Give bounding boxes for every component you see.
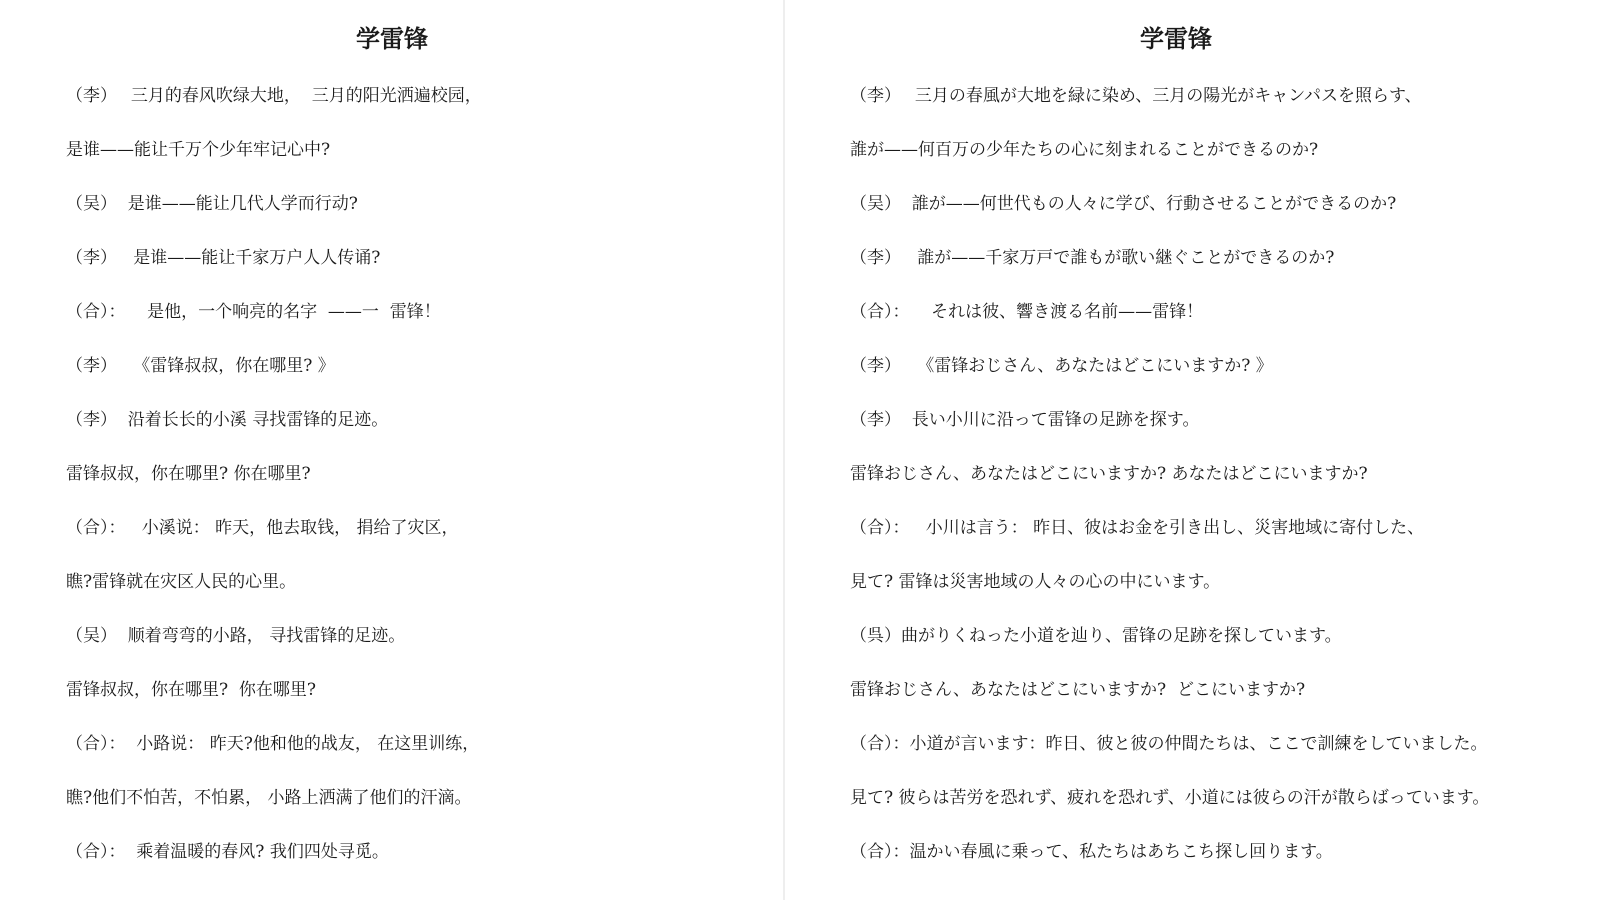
text-line: （合）： それは彼、響き渡る名前——雷锋！ [850, 302, 1204, 322]
text-line: 雷锋叔叔，你在哪里? 你在哪里? [66, 464, 311, 484]
text-body [66, 80, 774, 890]
text-line: （李） 沿着长长的小溪 寻找雷锋的足迹。 [66, 410, 389, 430]
text-line: （合）： 乘着温暖的春风? 我们四处寻觅。 [66, 842, 389, 862]
text-line: （合）： 小溪说： 昨天，他去取钱， 捐给了灾区， [66, 518, 459, 538]
text-line: 誰が——何百万の少年たちの心に刻まれることができるのか? [850, 140, 1319, 160]
text-line: （吴） 誰が——何世代もの人々に学び、行動させることができるのか? [850, 194, 1397, 214]
text-line: （合）：小道が言います：昨日、彼と彼の仲間たちは、ここで訓練をしていました。 [850, 734, 1488, 754]
text-line: （合）：温かい春風に乗って、私たちはあちこち探し回ります。 [850, 842, 1333, 862]
text-line: （李） 長い小川に沿って雷锋の足跡を探す。 [850, 410, 1200, 430]
page-title: 学雷锋 [356, 24, 428, 53]
right-page [784, 0, 1568, 900]
text-line: （李） 《雷锋おじさん、あなたはどこにいますか? 》 [850, 356, 1273, 376]
text-line: 是谁——能让千万个少年牢记心中? [66, 140, 331, 160]
left-page [0, 0, 784, 900]
text-line: （李） 《雷锋叔叔，你在哪里? 》 [66, 356, 335, 376]
text-line: 雷锋叔叔，你在哪里? 你在哪里? [66, 680, 317, 700]
text-line: （李） 三月の春風が大地を緑に染め、三月の陽光がキャンパスを照らす、 [850, 86, 1422, 106]
text-line: （李） 是谁——能让千家万户人人传诵? [66, 248, 381, 268]
page-title: 学雷锋 [1140, 24, 1212, 53]
text-line: （合）： 小路说： 昨天?他和他的战友， 在这里训练， [66, 734, 480, 754]
text-line: （吴） 顺着弯弯的小路， 寻找雷锋的足迹。 [66, 626, 406, 646]
text-line: 雷锋おじさん、あなたはどこにいますか? あなたはどこにいますか? [850, 464, 1368, 484]
text-line: 雷锋おじさん、あなたはどこにいますか? どこにいますか? [850, 680, 1306, 700]
text-line: （李） 誰が——千家万戸で誰もが歌い継ぐことができるのか? [850, 248, 1335, 268]
text-line: （吴） 是谁——能让几代人学而行动? [66, 194, 358, 214]
text-line: 見て? 彼らは苦労を恐れず、疲れを恐れず、小道には彼らの汗が散らばっています。 [850, 788, 1490, 808]
text-line: （合）： 是他，一个响亮的名字 ——一 雷锋！ [66, 302, 441, 322]
text-line: （呉）曲がりくねった小道を辿り、雷锋の足跡を探しています。 [850, 626, 1342, 646]
text-line: 瞧?雷锋就在灾区人民的心里。 [66, 572, 297, 592]
text-line: （合）： 小川は言う： 昨日、彼はお金を引き出し、災害地域に寄付した、 [850, 518, 1425, 538]
text-line: 見て? 雷锋は災害地域の人々の心の中にいます。 [850, 572, 1221, 592]
text-line: （李） 三月的春风吹绿大地， 三月的阳光洒遍校园， [66, 86, 482, 106]
text-line: 瞧?他们不怕苦，不怕累， 小路上洒满了他们的汗滴。 [66, 788, 472, 808]
text-body [850, 80, 1562, 890]
